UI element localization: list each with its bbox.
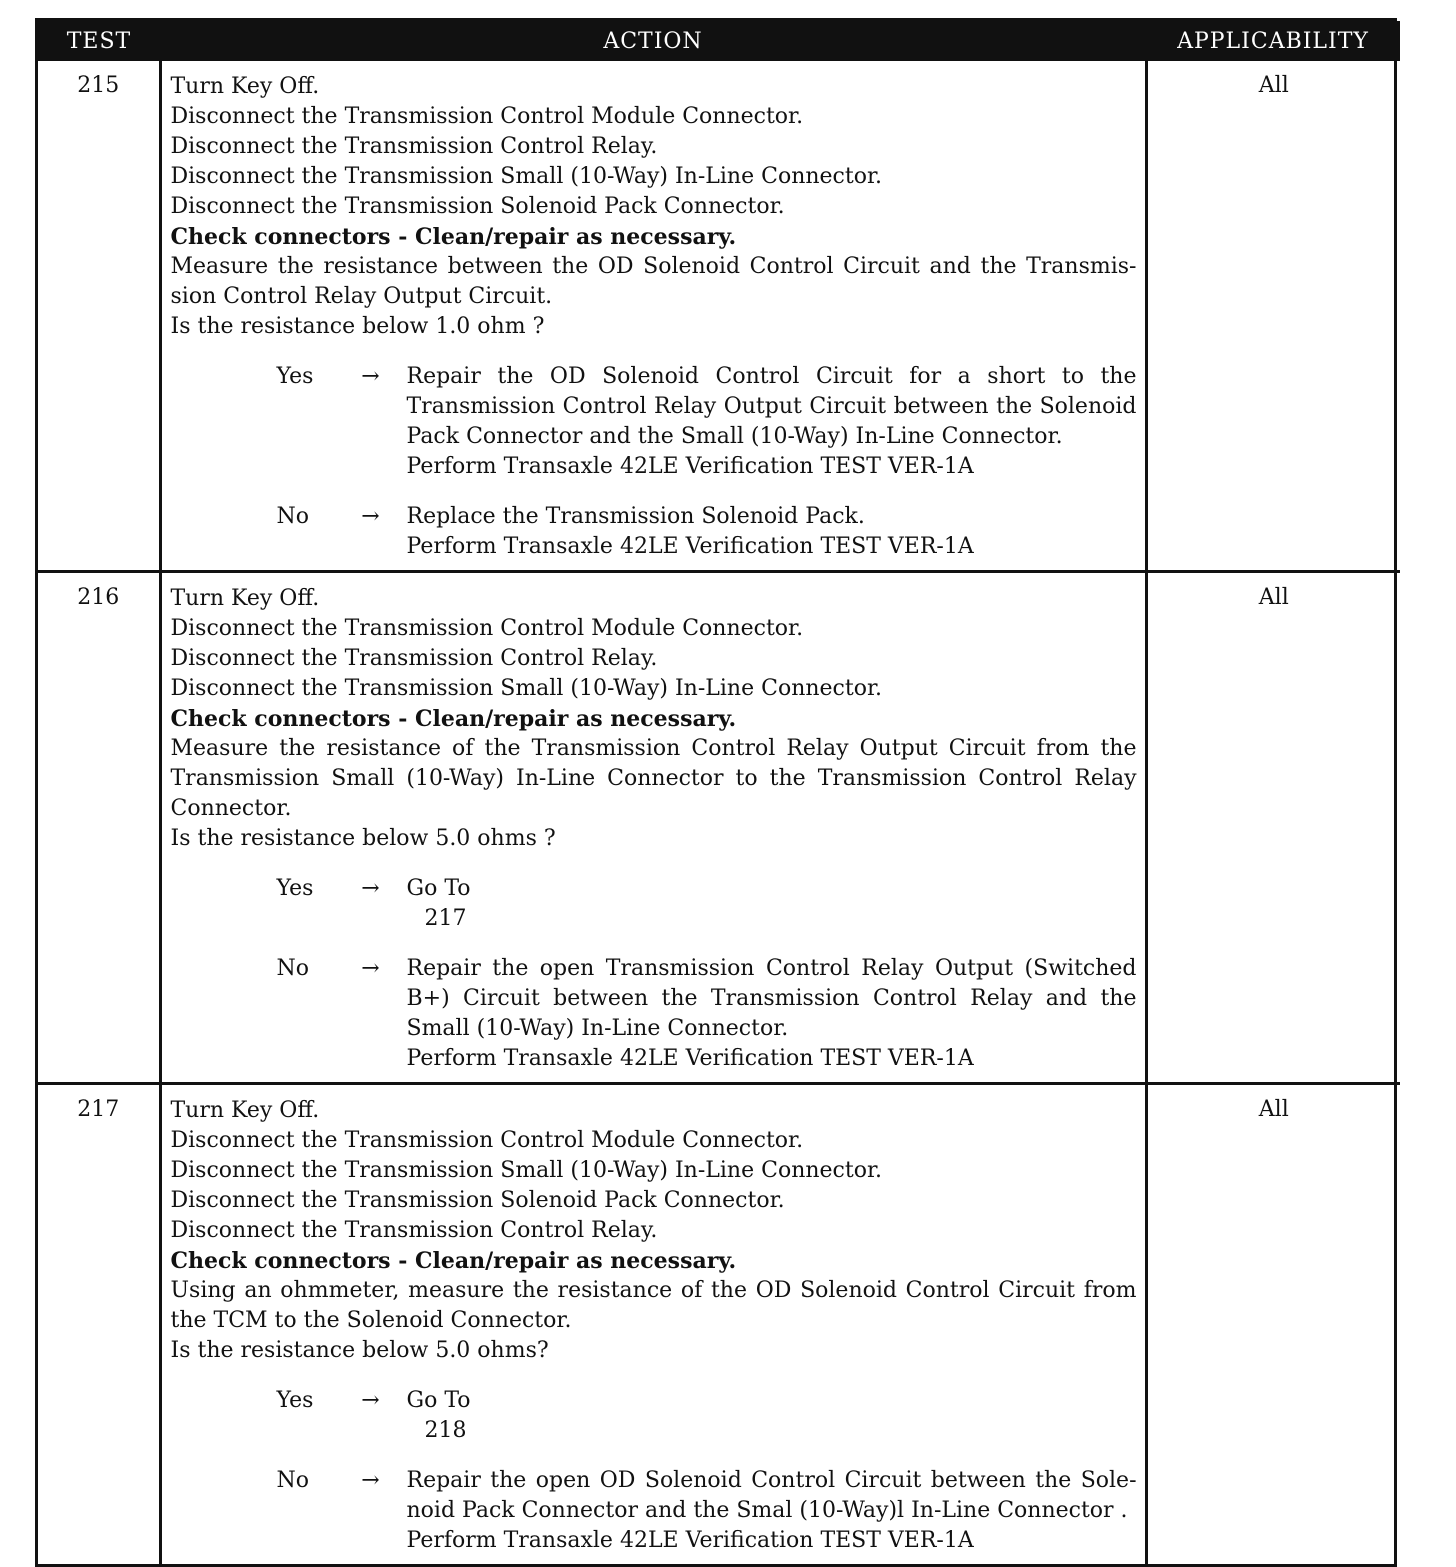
table-header-row (38, 21, 1400, 61)
action-step: Disconnect the Transmission Small (10-Way) In-Line Connector. (170, 676, 883, 701)
no-outcome (171, 954, 1137, 1074)
yes-label: Yes (276, 876, 314, 901)
action-step: Disconnect the Transmission Control Module Connector. (170, 1128, 804, 1153)
goto-test-link[interactable]: 217 (424, 906, 467, 931)
no-resolution (407, 954, 1137, 1074)
no-label: No (276, 1468, 309, 1493)
goto-label: Go To (406, 1388, 471, 1413)
resolution-line: Perform Transaxle 42LE Verification TEST VER-1A (406, 1528, 974, 1553)
arrow-icon: → (361, 364, 380, 389)
test-row-215 (38, 61, 1400, 572)
test-question: Is the resistance below 5.0 ohms? (170, 1338, 549, 1363)
measure-instruction: Measure the resistance of the Transmission Control Relay Output Circuit from the Transmission Small (10-Way) In-Line Connector to the Transmission Control Relay Connector. (170, 736, 1137, 821)
action-step: Turn Key Off. (170, 586, 320, 611)
test-number: 215 (38, 61, 160, 572)
test-number: 217 (38, 1084, 160, 1565)
test-question: Is the resistance below 1.0 ohm ? (170, 314, 545, 339)
resolution-line: Repair the OD Solenoid Control Circuit for a short to the Transmission Control Relay Output Circuit between the Solenoid Pack Connector and the Small (10-Way) In-Line Connector. (406, 364, 1137, 449)
action-step: Disconnect the Transmission Small (10-Way) In-Line Connector. (170, 1158, 883, 1183)
header-applicability: APPLICABILITY (1146, 21, 1400, 61)
resolution-line: Perform Transaxle 42LE Verification TEST VER-1A (406, 1046, 974, 1071)
action-step: Disconnect the Transmission Solenoid Pack Connector. (170, 1188, 785, 1213)
test-row-217 (38, 1084, 1400, 1565)
check-connectors-note: Check connectors - Clean/repair as necessary. (170, 1248, 737, 1274)
test-question: Is the resistance below 5.0 ohms ? (170, 826, 556, 851)
yes-resolution (407, 874, 1137, 934)
yes-resolution (407, 1386, 1137, 1446)
yes-label: Yes (276, 364, 314, 389)
no-label: No (276, 504, 309, 529)
test-action (160, 1084, 1146, 1565)
arrow-icon: → (361, 1388, 380, 1413)
arrow-icon: → (361, 504, 380, 529)
yes-resolution (407, 362, 1137, 482)
yes-outcome (171, 874, 1137, 934)
test-action (160, 61, 1146, 572)
no-resolution (407, 502, 1137, 562)
header-action: ACTION (160, 21, 1146, 61)
check-connectors-note: Check connectors - Clean/repair as necessary. (170, 224, 737, 250)
action-step: Disconnect the Transmission Control Relay. (170, 1218, 658, 1243)
no-outcome (171, 1466, 1137, 1556)
diagnostic-test-table (38, 21, 1400, 1564)
diagnostic-table-frame (35, 18, 1397, 1567)
action-step: Disconnect the Transmission Control Module Connector. (170, 616, 804, 641)
resolution-line: Perform Transaxle 42LE Verification TEST VER-1A (406, 454, 974, 479)
test-action (160, 572, 1146, 1084)
action-step: Disconnect the Transmission Small (10-Way) In-Line Connector. (170, 164, 883, 189)
arrow-icon: → (361, 956, 380, 981)
no-label: No (276, 956, 309, 981)
action-step: Turn Key Off. (170, 1098, 320, 1123)
resolution-line: Repair the open OD Solenoid Control Circuit between the Sole-noid Pack Connector and the Smal (10-Way)l In-Line Connector . (406, 1468, 1137, 1523)
measure-instruction: Measure the resistance between the OD Solenoid Control Circuit and the Transmis-sion Control Relay Output Circuit. (170, 254, 1137, 309)
arrow-icon: → (361, 876, 380, 901)
action-step: Disconnect the Transmission Control Relay. (170, 134, 658, 159)
action-step: Turn Key Off. (170, 74, 320, 99)
test-applicability: All (1146, 572, 1400, 1084)
no-outcome (171, 502, 1137, 562)
test-number: 216 (38, 572, 160, 1084)
measure-instruction: Using an ohmmeter, measure the resistance of the OD Solenoid Control Circuit from the TCM to the Solenoid Connector. (170, 1278, 1137, 1333)
action-step: Disconnect the Transmission Control Relay. (170, 646, 658, 671)
action-step: Disconnect the Transmission Control Module Connector. (170, 104, 804, 129)
resolution-line: Replace the Transmission Solenoid Pack. (406, 504, 865, 529)
test-applicability: All (1146, 1084, 1400, 1565)
yes-label: Yes (276, 1388, 314, 1413)
yes-outcome (171, 1386, 1137, 1446)
resolution-line: Perform Transaxle 42LE Verification TEST VER-1A (406, 534, 974, 559)
yes-outcome (171, 362, 1137, 482)
goto-label: Go To (406, 876, 471, 901)
arrow-icon: → (361, 1468, 380, 1493)
action-step: Disconnect the Transmission Solenoid Pack Connector. (170, 194, 785, 219)
check-connectors-note: Check connectors - Clean/repair as necessary. (170, 706, 737, 732)
resolution-line: Repair the open Transmission Control Relay Output (Switched B+) Circuit between the Transmission Control Relay and the Small (10-Way) In-Line Connector. (406, 956, 1137, 1041)
test-row-216 (38, 572, 1400, 1084)
test-applicability: All (1258, 73, 1289, 98)
no-resolution (407, 1466, 1137, 1556)
goto-test-link[interactable]: 218 (424, 1418, 467, 1443)
header-test: TEST (38, 21, 160, 61)
